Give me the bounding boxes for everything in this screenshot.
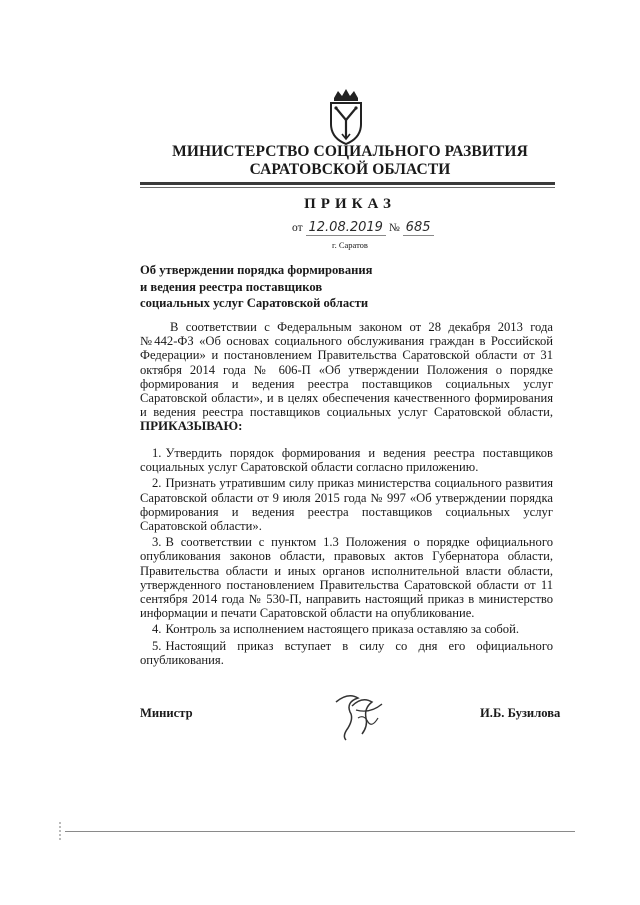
city-label: г. Саратов (332, 240, 368, 250)
item-text: Настоящий приказ вступает в силу со дня его официального опубликования. (140, 638, 553, 667)
item-number: 1. (152, 446, 162, 460)
footer-divider (65, 831, 575, 832)
order-title: ПРИКАЗ (304, 196, 396, 212)
list-item (140, 476, 553, 533)
item-number: 4. (152, 622, 162, 637)
saratov-coat-of-arms-icon (325, 88, 367, 146)
header-divider-thick (140, 182, 555, 185)
order-number: 685 (403, 220, 434, 236)
list-item (140, 622, 553, 636)
item-number: 2. (152, 476, 162, 491)
order-subject (140, 262, 440, 312)
scan-margin-mark-icon (58, 822, 62, 840)
order-date: 12.08.2019 (306, 220, 386, 236)
ministry-name-line2: САРАТОВСКОЙ ОБЛАСТИ (249, 161, 451, 178)
item-text: Признать утратившим силу приказ министерства социального развития Саратовской области от 9 июля 2015 года № 997 «Об утверждении порядка формирования и ведения реестра поставщиков социальных услуг Саратовской области». (140, 476, 553, 534)
item-text: Контроль за исполнением настоящего приказа оставляю за собой. (165, 622, 519, 637)
subject-line: и ведения реестра поставщиков (140, 279, 323, 294)
subject-line: социальных услуг Саратовской области (140, 296, 369, 310)
signatory-role: Министр (140, 706, 193, 720)
item-text: В соответствии с пунктом 1.3 Положения о порядке официального опубликования законов области, правовых актов Губернатора области, Правительства области и иных органов исполнительной власти области, утвержденного постановлением Правительства Саратовской области от 11 сентября 2014 года № 530-П, направить настоящий приказ в министерство информации и печати Саратовской области на опубликование. (140, 535, 553, 621)
item-text: Утвердить порядок формирования и ведения реестра поставщиков социальных услуг Саратовской области согласно приложению. (140, 446, 553, 475)
subject-line: Об утверждении порядка формирования (140, 263, 373, 277)
order-items-list (140, 446, 553, 669)
preamble-paragraph (140, 320, 553, 434)
preamble-text: В соответствии с Федеральным законом от 28 декабря 2013 года №442-ФЗ «Об основах социального обслуживания граждан в Российской Федерации» и постановлением Правительства Саратовской области от 31 октября 2014 года № 606-П «Об утверждении Положения о порядке формирования и ведения реестра поставщиков социальных услуг Саратовской области», и в целях обеспечения качественного формирования и ведения реестра поставщиков социальных услуг Саратовской области, (140, 320, 553, 420)
date-prefix: от (292, 222, 303, 234)
order-date-number (292, 220, 434, 236)
list-item (140, 446, 553, 474)
item-number: 3. (152, 535, 162, 550)
item-number: 5. (152, 638, 162, 653)
list-item (140, 639, 553, 667)
list-item (140, 535, 553, 620)
ministry-name-line1: МИНИСТЕРСТВО СОЦИАЛЬНОГО РАЗВИТИЯ (172, 143, 528, 160)
number-prefix: № (388, 222, 400, 234)
directive-word: ПРИКАЗЫВАЮ: (140, 418, 243, 434)
handwritten-signature-icon (328, 688, 388, 744)
signatory-name: И.Б. Бузилова (480, 706, 561, 720)
header-divider-thin (140, 187, 555, 188)
